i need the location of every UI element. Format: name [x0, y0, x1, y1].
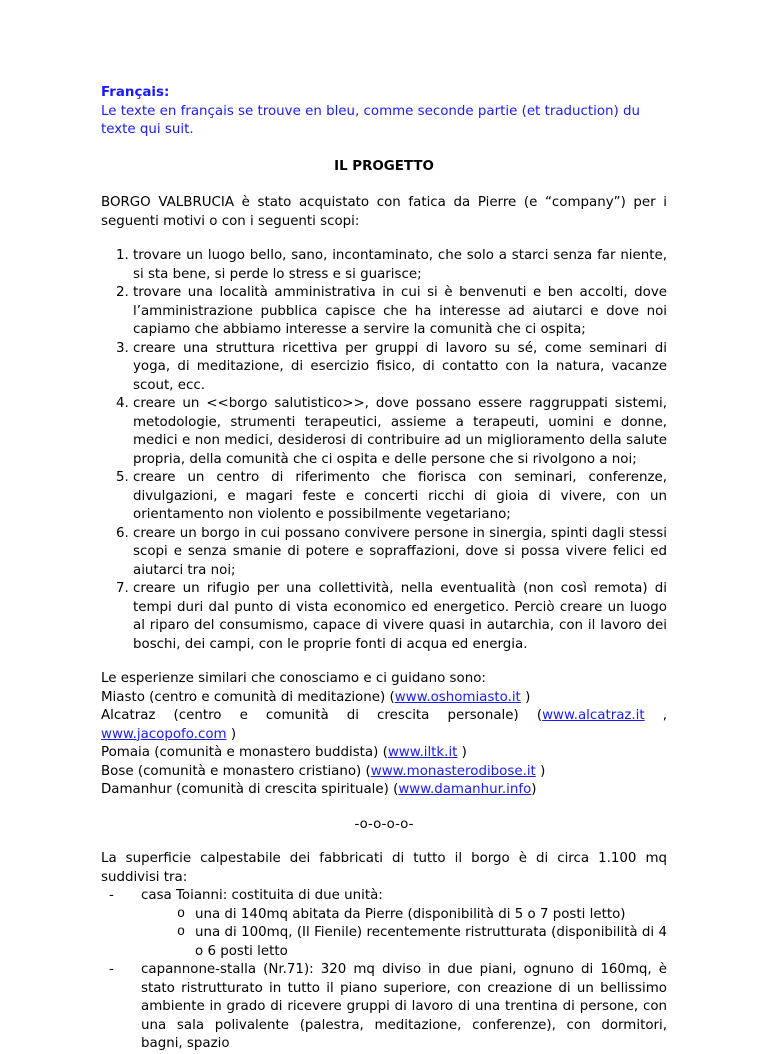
experience-miasto: Miasto (centro e comunità di meditazione) (www.oshomiasto.it ) — [101, 689, 531, 705]
experience-damanhur: Damanhur (comunità di crescita spirituale) (www.damanhur.info) — [101, 782, 537, 797]
separator: -o-o-o-o- — [354, 816, 414, 832]
goal-item: 2. trovare una località amministrativa in cui si è benvenuti e ben accolti, dove l’amministrazione pubblica capisce che ha interesse ad aiutarci e dove noi capiamo che abbiamo interesse a servire la comunità che ci ospita; — [133, 284, 667, 340]
buildings-list — [101, 887, 667, 1054]
experience-pomaia: Pomaia (comunità e monastero buddista) (www.iltk.it ) — [101, 745, 467, 760]
damanhur-link[interactable]: www.damanhur.info — [398, 782, 532, 797]
unit-item: o una di 140mq abitata da Pierre (disponibilità di 5 o 7 posti letto) — [177, 906, 667, 925]
alcatraz-link[interactable]: www.alcatraz.it — [542, 708, 645, 723]
experience-jacopofo: www.jacopofo.com ) — [101, 726, 237, 742]
goal-item: 5. creare un centro di riferimento che fiorisca con seminari, conferenze, divulgazioni, e magari feste e concerti ricchi di gioia di vivere, con un orientamento non violento e possibilmente vegetariano; — [133, 469, 667, 525]
building-casa-toianni: - casa Toianni: costituita di due unità: o una di 140mq abitata da Pierre (disponibilità di 5 o 7 posti letto) o una di 100mq, (Il Fienile) recentemente ristrutturata (disponibilità di 4 o 6 posti letto — [109, 887, 667, 961]
building-capannone: - capannone-stalla (Nr.71): 320 mq diviso in due piani, ognuno di 160mq, è stato ristrutturato in tutto il piano superiore, con creazione di un bellissimo ambiente in grado di ricevere gruppi di lavoro di una trentina di persone, con una sala polivalente (palestra, meditazione, conferenze), con dormitori, bagni, spazio — [109, 961, 667, 1054]
goal-item: 3. creare una struttura ricettiva per gruppi di lavoro su sé, come seminari di yoga, di meditazione, di esercizio fisico, di contatto con la natura, vacanze scout, ecc. — [133, 340, 667, 396]
units-list — [141, 906, 667, 962]
surface-intro: La superficie calpestabile dei fabbricati di tutto il borgo è di circa 1.100 mq suddivisi tra: — [101, 851, 667, 885]
francais-note: Le texte en français se trouve en bleu, comme seconde partie (et traduction) du texte qui suit. — [101, 103, 640, 137]
francais-heading: Français: — [101, 85, 170, 100]
experience-alcatraz: Alcatraz (centro e comunità di crescita personale) (www.alcatraz.it , — [101, 708, 667, 723]
intro-paragraph: BORGO VALBRUCIA è stato acquistato con fatica da Pierre (e “company”) per i seguenti motivi o con i seguenti scopi: — [101, 195, 667, 229]
pomaia-link[interactable]: www.iltk.it — [387, 745, 458, 760]
goal-item: 6. creare un borgo in cui possano convivere persone in sinergia, spinti dagli stessi scopi e senza smanie di potere e sopraffazioni, dove si possa vivere felici ed aiutarci tra noi; — [133, 525, 667, 581]
goal-item: 1. trovare un luogo bello, sano, incontaminato, che solo a starci senza far niente, si sta bene, si perde lo stress e si guarisce; — [133, 247, 667, 284]
miasto-link[interactable]: www.oshomiasto.it — [394, 689, 521, 705]
goals-list — [101, 247, 667, 654]
goal-item: 7. creare un rifugio per una collettività, nella eventualità (non così remota) di tempi duri dal punto di vista economico ed energetico. Perciò creare un luogo al riparo del consumismo, capace di vivere quasi in autarchia, con il lavoro dei boschi, dei campi, con le proprie fonti di acqua ed energia. — [133, 580, 667, 654]
bose-link[interactable]: www.monasterodibose.it — [370, 763, 536, 779]
goal-item: 4. creare un <<borgo salutistico>>, dove possano essere raggruppati sistemi, metodologie, strumenti terapeutici, assieme a terapeuti, uomini e donne, medici e non medici, desiderosi di contribuire ad un miglioramento della salute propria, della comunità che ci ospita e delle persone che si rivolgono a noi; — [133, 395, 667, 469]
document-page — [101, 84, 667, 1054]
jacopofo-link[interactable]: www.jacopofo.com — [101, 726, 227, 742]
experience-bose: Bose (comunità e monastero cristiano) (www.monasterodibose.it ) — [101, 763, 546, 779]
experiences-intro: Le esperienze similari che conosciamo e ci guidano sono: — [101, 671, 486, 686]
unit-item: o una di 100mq, (Il Fienile) recentemente ristrutturata (disponibilità di 4 o 6 posti letto — [177, 924, 667, 961]
section-title: IL PROGETTO — [334, 158, 434, 174]
